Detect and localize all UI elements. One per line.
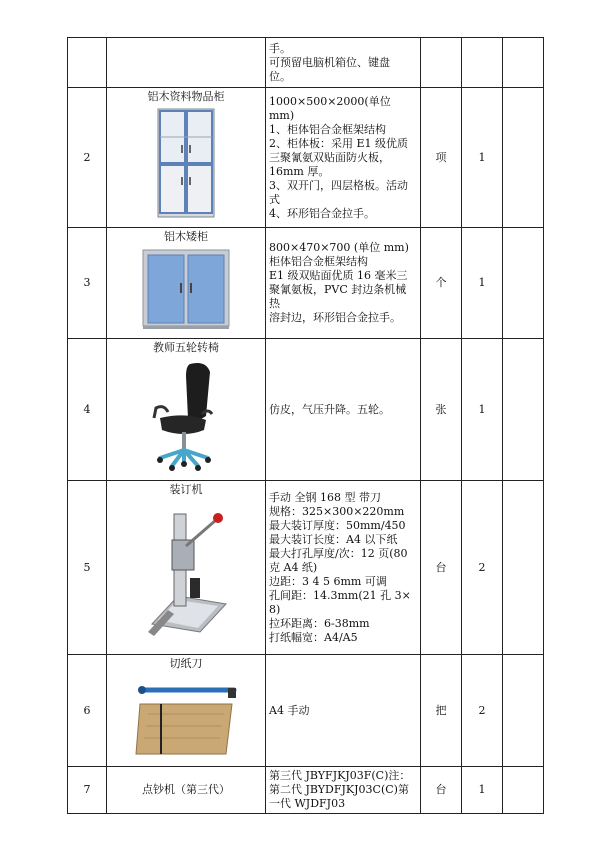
row-number: 5 bbox=[68, 481, 107, 655]
row-number: 4 bbox=[68, 339, 107, 481]
empty-cell bbox=[503, 88, 544, 228]
spec-line: 3、双开门，四层格板。活动 bbox=[269, 178, 408, 192]
spec-line: 1、柜体铝合金框架结构 bbox=[269, 122, 386, 136]
row-number: 7 bbox=[68, 767, 107, 814]
item-spec bbox=[266, 88, 421, 228]
spec-line: A4 手动 bbox=[269, 703, 310, 717]
spec-line: 三聚氰氨双贴面防火板， bbox=[269, 150, 390, 164]
item-cell bbox=[107, 481, 266, 655]
spec-line: E1 级双贴面优质 16 毫米三 bbox=[269, 269, 408, 282]
table-row bbox=[68, 481, 544, 655]
item-qty: 2 bbox=[462, 655, 503, 767]
spec-line: 打纸幅宽：A4/A5 bbox=[269, 630, 358, 644]
empty-cell bbox=[503, 228, 544, 339]
spec-line: 800×470×700 (单位 mm) bbox=[269, 241, 409, 254]
empty-cell bbox=[503, 767, 544, 814]
row-number: 6 bbox=[68, 655, 107, 767]
item-qty: 1 bbox=[462, 88, 503, 228]
spec-line: 手动 全钢 168 型 带刀 bbox=[269, 490, 381, 504]
table-row bbox=[68, 88, 544, 228]
item-name: 铝木矮柜 bbox=[164, 230, 208, 243]
empty-cell bbox=[503, 38, 544, 88]
spec-line: 仿皮，气压升降。五轮。 bbox=[269, 402, 390, 416]
item-qty: 1 bbox=[462, 228, 503, 339]
filing-cabinet-icon bbox=[156, 107, 216, 219]
empty-cell bbox=[503, 655, 544, 767]
spec-line: 聚氰氨板，PVC 封边条机械热 bbox=[269, 283, 407, 310]
item-spec bbox=[266, 767, 421, 814]
item-qty bbox=[462, 38, 503, 88]
item-cell bbox=[107, 655, 266, 767]
table-row bbox=[68, 767, 544, 814]
item-qty: 1 bbox=[462, 339, 503, 481]
item-spec bbox=[266, 339, 421, 481]
swivel-chair-icon bbox=[146, 358, 226, 474]
spec-line: 8) bbox=[269, 602, 281, 616]
spec-line: 手。 bbox=[269, 41, 291, 55]
spec-line: 位。 bbox=[269, 69, 291, 83]
table-row bbox=[68, 339, 544, 481]
spec-line: 1000×500×2000(单位 mm) bbox=[269, 94, 395, 122]
item-cell bbox=[107, 88, 266, 228]
item-cell bbox=[107, 228, 266, 339]
spec-line: 边距：3 4 5 6mm 可调 bbox=[269, 574, 387, 588]
spec-line: 溶封边，环形铝合金拉手。 bbox=[269, 311, 401, 324]
item-name: 点钞机（第三代） bbox=[107, 767, 266, 814]
spec-line: 最大打孔厚度/次：12 页(80 bbox=[269, 546, 408, 560]
empty-cell bbox=[503, 481, 544, 655]
item-unit: 台 bbox=[421, 481, 462, 655]
paper-cutter-icon bbox=[134, 674, 238, 760]
spec-line: 可预留电脑机箱位、键盘 bbox=[269, 55, 390, 69]
item-unit: 项 bbox=[421, 88, 462, 228]
table-row bbox=[68, 228, 544, 339]
item-name: 铝木资料物品柜 bbox=[147, 90, 225, 103]
table-row bbox=[68, 38, 544, 88]
empty-cell bbox=[503, 339, 544, 481]
item-unit: 张 bbox=[421, 339, 462, 481]
item-name: 装订机 bbox=[169, 483, 203, 496]
spec-line: 第二代 JBYDFJKJ03C(C)第 bbox=[269, 783, 409, 796]
spec-line: 一代 WJDFJ03 bbox=[269, 797, 346, 810]
spec-line: 柜体铝合金框架结构 bbox=[269, 255, 368, 268]
item-cell bbox=[107, 339, 266, 481]
item-unit: 把 bbox=[421, 655, 462, 767]
row-number: 2 bbox=[68, 88, 107, 228]
item-spec bbox=[266, 481, 421, 655]
binding-machine-icon bbox=[138, 500, 234, 636]
spec-line: 第三代 JBYFJKJ03F(C)注： bbox=[269, 769, 411, 782]
item-name: 教师五轮转椅 bbox=[153, 341, 219, 354]
table-row bbox=[68, 655, 544, 767]
row-number bbox=[68, 38, 107, 88]
spec-line: 2、柜体板：采用 E1 级优质 bbox=[269, 136, 409, 150]
spec-line: 最大装订厚度：50mm/450 bbox=[269, 518, 406, 532]
spec-line: 16mm 厚。 bbox=[269, 164, 330, 178]
spec-line: 孔间距：14.3mm(21 孔 3× bbox=[269, 588, 411, 602]
item-name bbox=[107, 38, 266, 88]
item-unit bbox=[421, 38, 462, 88]
item-qty: 2 bbox=[462, 481, 503, 655]
spec-line: 最大装订长度：A4 以下纸 bbox=[269, 532, 398, 546]
equipment-table bbox=[67, 37, 544, 814]
spec-line: 克 A4 纸) bbox=[269, 560, 318, 574]
spec-line: 式 bbox=[269, 192, 280, 206]
row-number: 3 bbox=[68, 228, 107, 339]
item-unit: 台 bbox=[421, 767, 462, 814]
item-spec bbox=[266, 228, 421, 339]
item-spec bbox=[266, 38, 421, 88]
item-unit: 个 bbox=[421, 228, 462, 339]
item-qty: 1 bbox=[462, 767, 503, 814]
spec-line: 规格：325×300×220mm bbox=[269, 504, 405, 518]
spec-line: 拉环距离：6-38mm bbox=[269, 616, 370, 630]
item-spec bbox=[266, 655, 421, 767]
item-name: 切纸刀 bbox=[169, 657, 203, 670]
spec-line: 4、环形铝合金拉手。 bbox=[269, 206, 375, 220]
low-cabinet-icon bbox=[140, 247, 232, 331]
